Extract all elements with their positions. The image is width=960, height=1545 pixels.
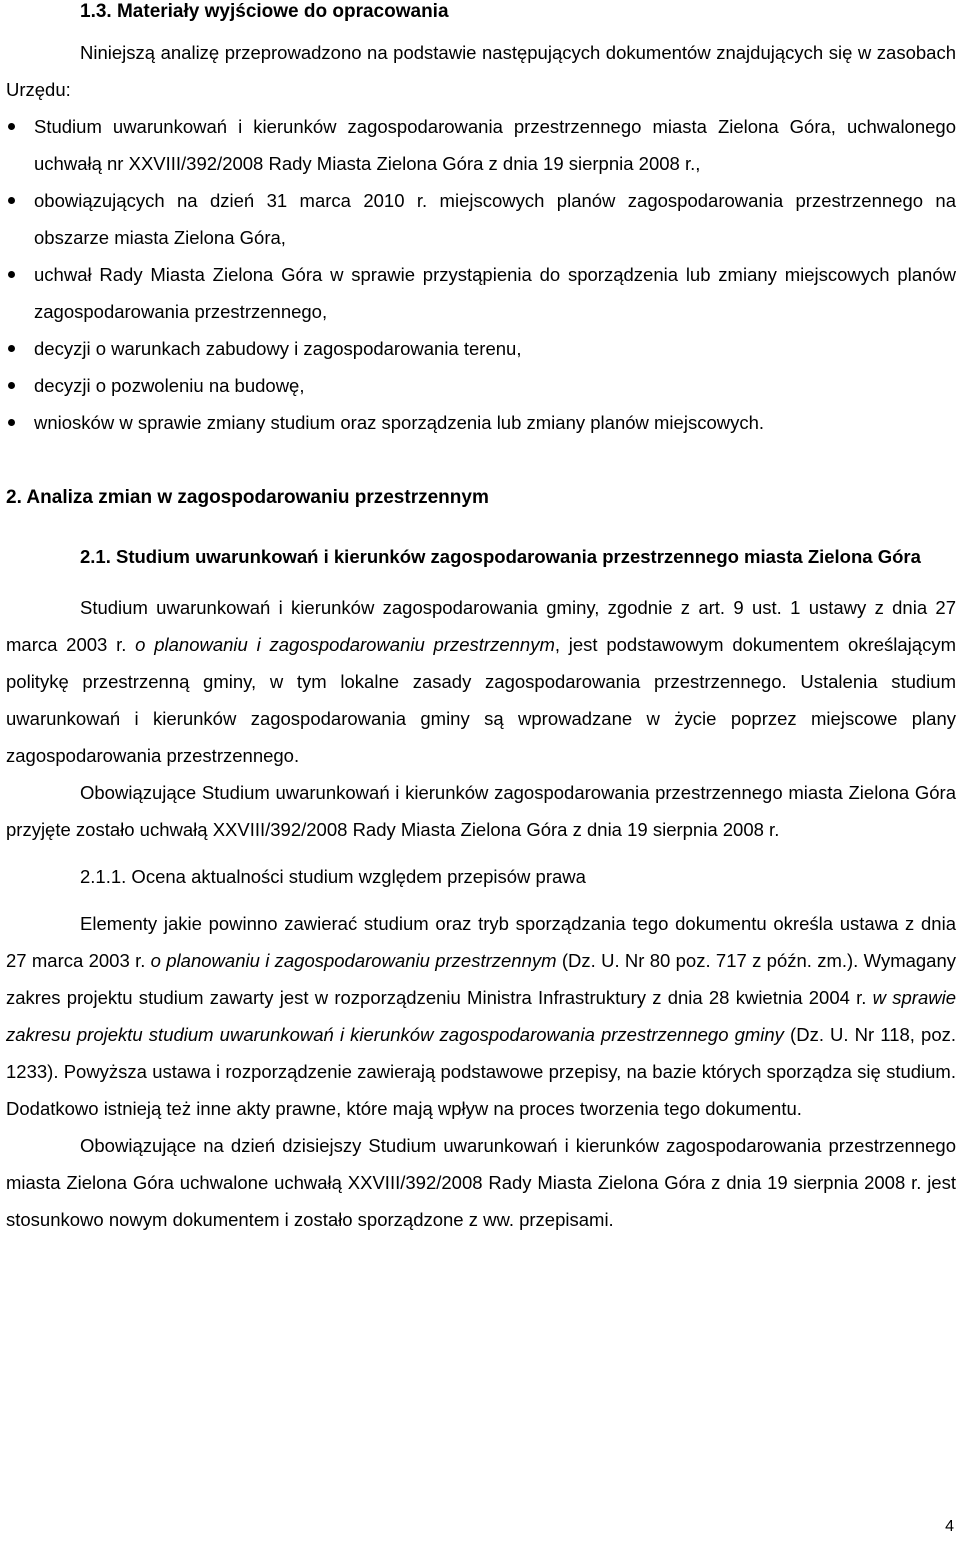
text-run: , jest podstawowym dokumentem określającym politykę przestrzenną gminy, w tym lokalne zasady zagospodarowania przestrzennego. Ustalenia studium uwarunkowań i kierunków zagospodarowania gminy są wprowadzane w życie poprzez miejscowe plany zagospodarowania przestrzennego. [6,634,956,766]
section-2-1-paragraph-1 [6,589,956,774]
list-item: obowiązujących na dzień 31 marca 2010 r. miejscowych planów zagospodarowania przestrzennego na obszarze miasta Zielona Góra, [6,182,956,256]
section-2-1-heading: 2.1. Studium uwarunkowań i kierunków zagospodarowania przestrzennego miasta Zielona Góra [80,546,921,567]
list-item: Studium uwarunkowań i kierunków zagospodarowania przestrzennego miasta Zielona Góra, uchwalonego uchwałą nr XXVIII/392/2008 Rady Miasta Zielona Góra z dnia 19 sierpnia 2008 r., [6,108,956,182]
list-item: uchwał Rady Miasta Zielona Góra w sprawie przystąpienia do sporządzenia lub zmiany miejscowych planów zagospodarowania przestrzennego, [6,256,956,330]
text-run: (Dz. U. Nr 80 poz. 717 z późn. zm.). Wymagany zakres projektu studium zawarty jest w rozporządzeniu Ministra Infrastruktury z dnia 28 kwietnia 2004 r. [6,950,957,1008]
section-2-heading: 2. Analiza zmian w zagospodarowaniu przestrzennym [6,487,489,508]
page-number: 4 [945,1518,954,1535]
section-1-3-heading: 1.3. Materiały wyjściowe do opracowania [80,1,449,22]
list-item: wniosków w sprawie zmiany studium oraz sporządzenia lub zmiany planów miejscowych. [6,404,956,441]
section-1-3-intro: Niniejszą analizę przeprowadzono na podstawie następujących dokumentów znajdujących się w zasobach Urzędu: [6,42,956,100]
act-title-italic: o planowaniu i zagospodarowaniu przestrzennym [150,950,557,971]
text-run: Studium uwarunkowań i kierunków zagospodarowania gminy, zgodnie z art. 9 ust. 1 ustawy z dnia 27 marca 2003 r. [6,597,956,655]
section-2-1-1-paragraph-1 [6,905,956,1127]
list-item: decyzji o warunkach zabudowy i zagospodarowania terenu, [6,330,956,367]
text-run: Elementy jakie powinno zawierać studium oraz tryb sporządzania tego dokumentu określa ustawa z dnia 27 marca 2003 r. [6,913,956,971]
list-item: decyzji o pozwoleniu na budowę, [6,367,956,404]
regulation-title-italic: w sprawie zakresu projektu studium uwarunkowań i kierunków zagospodarowania przestrzennego gminy [6,987,957,1045]
section-2-1-1-heading: 2.1.1. Ocena aktualności studium względem przepisów prawa [80,866,586,887]
section-2-1-1-paragraph-2: Obowiązujące na dzień dzisiejszy Studium uwarunkowań i kierunków zagospodarowania przestrzennego miasta Zielona Góra uchwalone uchwałą XXVIII/392/2008 Rady Miasta Zielona Góra z dnia 19 sierpnia 2008 r. jest stosunkowo nowym dokumentem i zostało sporządzone z ww. przepisami. [6,1135,956,1230]
section-2-1-paragraph-2: Obowiązujące Studium uwarunkowań i kierunków zagospodarowania przestrzennego miasta Zielona Góra przyjęte zostało uchwałą XXVIII/392/2008 Rady Miasta Zielona Góra z dnia 19 sierpnia 2008 r. [6,782,956,840]
source-documents-list [6,108,956,441]
text-run: (Dz. U. Nr 118, poz. 1233). Powyższa ustawa i rozporządzenie zawierają podstawowe przepisy, na bazie których sporządza się studium. Dodatkowo istnieją też inne akty prawne, które mają wpływ na proces tworzenia tego dokumentu. [6,1024,956,1119]
act-title-italic: o planowaniu i zagospodarowaniu przestrzennym [135,634,555,655]
